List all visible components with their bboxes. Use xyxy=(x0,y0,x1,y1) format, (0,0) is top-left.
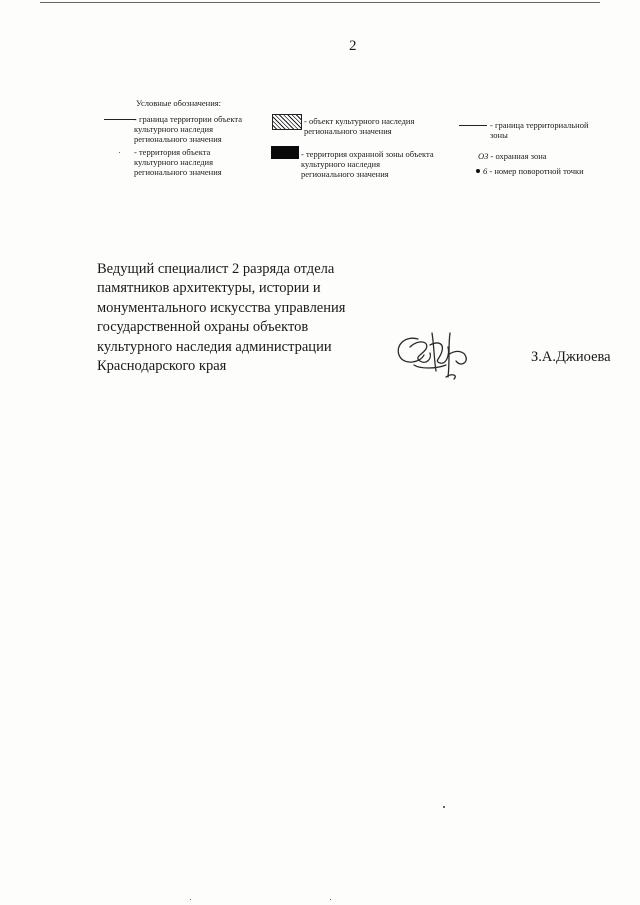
territory-boundary-line-symbol xyxy=(104,119,136,120)
legend-item-heritage-territory: - территория объекта культурного наследия регионального значения xyxy=(134,147,222,177)
signer-position-line: государственной охраны объектов xyxy=(97,319,309,336)
handwritten-signature xyxy=(390,325,480,385)
scan-speck xyxy=(190,899,191,900)
scan-speck xyxy=(119,152,120,153)
black-fill-zone-symbol xyxy=(271,146,299,159)
top-scan-edge-line xyxy=(40,2,600,3)
signer-name: З.А.Джиоева xyxy=(531,349,611,365)
signer-position-line: Краснодарского края xyxy=(97,358,227,375)
hatched-object-symbol xyxy=(272,114,302,130)
scan-speck xyxy=(443,806,445,808)
legend-item-turning-point: 6 - номер поворотной точки xyxy=(476,166,584,176)
turning-point-dot-icon xyxy=(476,169,480,173)
page-number: 2 xyxy=(349,38,357,54)
legend-item-protection-zone: ОЗ - охранная зона xyxy=(478,151,547,161)
legend-item-territory-boundary: - граница территории объекта культурного наследия регионального значения xyxy=(134,114,243,144)
legend-item-heritage-object: - объект культурного наследия регионального значения xyxy=(304,116,415,136)
signer-position-line: культурного наследия администрации xyxy=(97,338,332,355)
zone-boundary-line-symbol xyxy=(459,125,487,126)
signer-position-line: Ведущий специалист 2 разряда отдела xyxy=(97,261,335,277)
signer-position-line: монументального искусства управления xyxy=(97,299,346,316)
turning-point-number: 6 xyxy=(483,166,488,176)
scan-speck xyxy=(330,899,331,900)
legend-item-zone-boundary: - граница территориальной зоны xyxy=(490,120,589,140)
signer-position xyxy=(97,260,377,376)
legend-title: Условные обозначения: xyxy=(136,98,222,108)
zone-code-label: ОЗ xyxy=(478,151,489,161)
signer-position-line: памятников архитектуры, истории и xyxy=(97,280,321,297)
legend-item-protection-zone-territory: - территория охранной зоны объекта культурного наследия регионального значения xyxy=(301,149,434,179)
